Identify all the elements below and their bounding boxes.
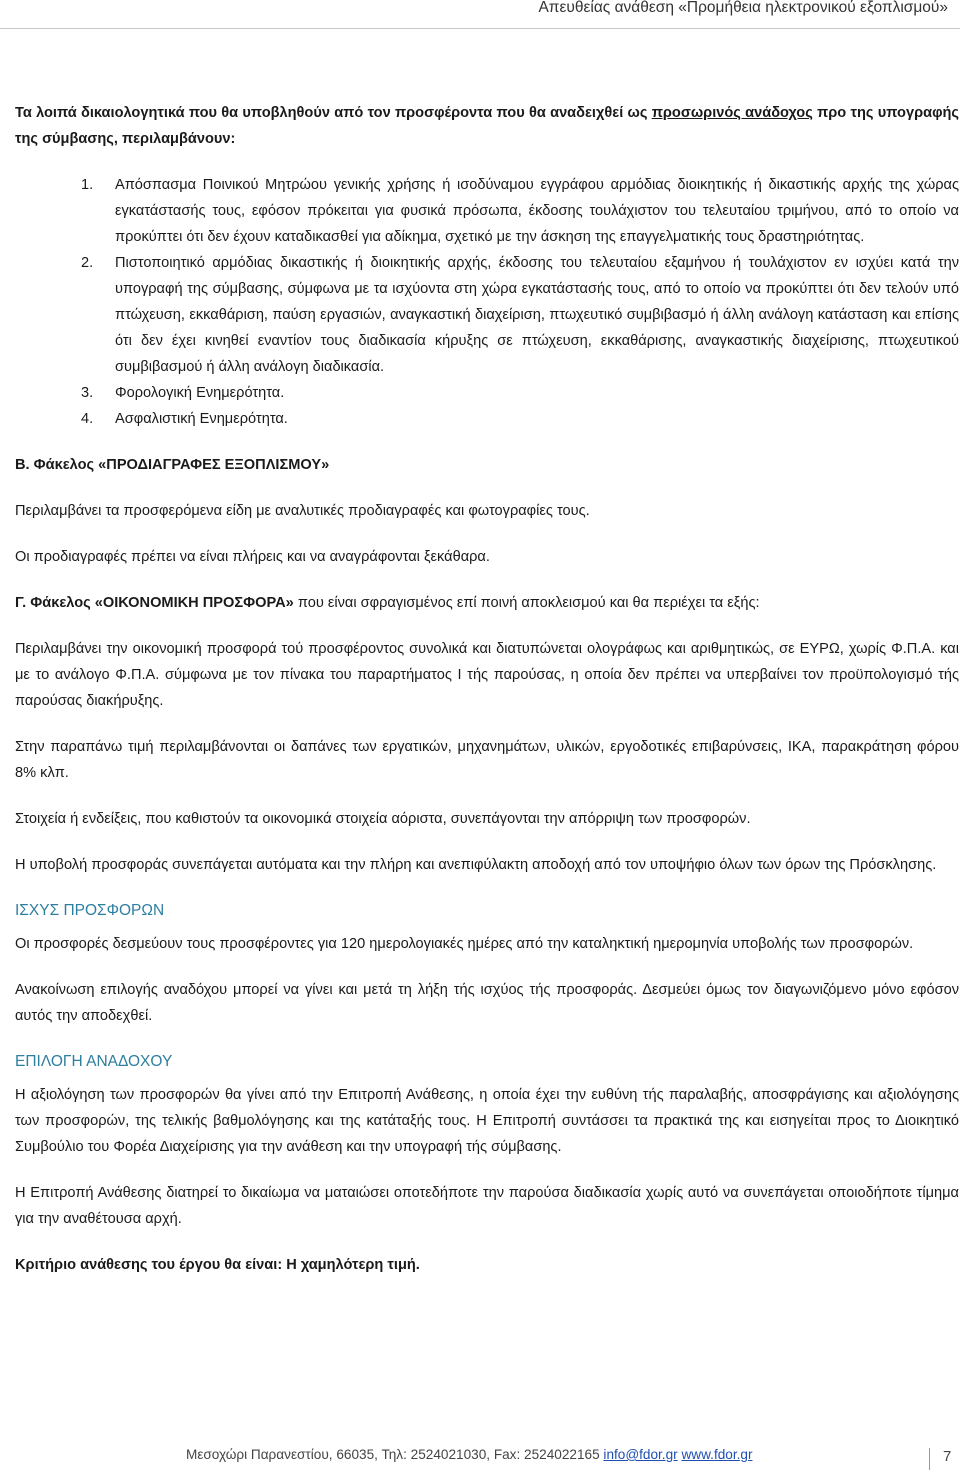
list-number: 4. bbox=[81, 411, 94, 427]
validity-heading: ΙΣΧΥΣ ΠΡΟΣΦΟΡΩΝ bbox=[15, 902, 165, 919]
validity-paragraph: Οι προσφορές δεσμεύουν τους προσφέροντες για 120 ημερολογιακές ημέρες από την καταληκτική ημερομηνία υποβολής των προσφορών. bbox=[15, 936, 914, 952]
section-c-paragraph: Η υποβολή προσφοράς συνεπάγεται αυτόματα και την πλήρη και ανεπιφύλακτη αποδοχή από τον υποψήφιο όλων των όρων της Πρόσκλησης. bbox=[15, 857, 937, 873]
page-footer bbox=[0, 1440, 960, 1474]
footer-email-link[interactable]: info@fdor.gr bbox=[603, 1447, 678, 1462]
list-item bbox=[15, 406, 959, 432]
list-text: Ασφαλιστική Ενημερότητα. bbox=[115, 411, 288, 427]
section-b-paragraph: Οι προδιαγραφές πρέπει να είναι πλήρεις και να αναγράφονται ξεκάθαρα. bbox=[15, 549, 490, 565]
list-text: Πιστοποιητικό αρμόδιας δικαστικής ή διοικητικής αρχής, έκδοσης του τελευταίου εξαμήνου ή τουλάχιστον εν ισχύει κατά την υπογραφή της σύμβασης, σύμφωνα με τα ισχύοντα στη χώρα εγκατάστασής τους, από το οποίο να προκύπτει ότι δεν τελούν υπό πτώχευση, εκκαθάριση, παύση εργασιών, αναγκαστική διαχείριση, πτωχευτικό συμβιβασμό ή άλλη ανάλογη κατάσταση και επίσης ότι δεν έχει κινηθεί εναντίον τους διαδικασία κήρυξης σε πτώχευση, εκκαθάρισης, αναγκαστικής διαχείρισης, πτωχευτικού συμβιβασμού ή άλλη ανάλογη διαδικασία. bbox=[115, 255, 959, 375]
documents-list bbox=[15, 172, 959, 432]
list-item bbox=[15, 172, 959, 250]
list-text: Απόσπασμα Ποινικού Μητρώου γενικής χρήσης ή ισοδύναμου εγγράφου αρμόδιας διοικητικής ή δικαστικής αρχής της χώρας εγκατάστασής τους, εφόσον πρόκειται για φυσικά πρόσωπα, έκδοσης τουλάχιστον του τελευταίου τριμήνου, από το οποίο να προκύπτει ότι δεν έχουν καταδικασθεί για αδίκημα, σχετικό με την άσκηση της επαγγελματικής τους δραστηριότητας. bbox=[115, 177, 959, 245]
section-c-heading-rest: που είναι σφραγισμένος επί ποινή αποκλεισμού και θα περιέχει τα εξής: bbox=[293, 595, 760, 611]
intro-text-2: προ της υπογραφής της σύμβασης, περιλαμβάνουν: bbox=[15, 105, 960, 147]
section-c-heading-bold: Γ. Φάκελος «ΟΙΚΟΝΟΜΙΚΗ ΠΡΟΣΦΟΡΑ» bbox=[15, 595, 294, 611]
section-b-paragraph: Περιλαμβάνει τα προσφερόμενα είδη με αναλυτικές προδιαγραφές και φωτογραφίες τους. bbox=[15, 503, 590, 519]
selection-heading: ΕΠΙΛΟΓΗ ΑΝΑΔΟΧΟΥ bbox=[15, 1053, 173, 1070]
section-c-paragraph: Στοιχεία ή ενδείξεις, που καθιστούν τα οικονομικά στοιχεία αόριστα, συνεπάγονται την απόρριψη των προσφορών. bbox=[15, 811, 751, 827]
header-rule bbox=[0, 28, 960, 29]
section-c-paragraph: Στην παραπάνω τιμή περιλαμβάνονται οι δαπάνες των εργατικών, μηχανημάτων, υλικών, εργοδοτικές επιβαρύνσεις, ΙΚΑ, παρακράτηση φόρου 8% κλπ. bbox=[15, 739, 959, 781]
list-item bbox=[15, 250, 959, 380]
footer-address: Μεσοχώρι Παρανεστίου, 66035, Τηλ: 2524021030, Fax: 2524022165 bbox=[186, 1447, 604, 1462]
header-title: Απευθείας ανάθεση «Προμήθεια ηλεκτρονικού εξοπλισμού» bbox=[538, 0, 948, 16]
list-text: Φορολογική Ενημερότητα. bbox=[115, 385, 285, 401]
list-item bbox=[15, 380, 959, 406]
intro-paragraph bbox=[15, 100, 959, 152]
footer-website-link[interactable]: www.fdor.gr bbox=[681, 1447, 753, 1462]
page-content bbox=[15, 100, 959, 1278]
page-number: 7 bbox=[943, 1448, 952, 1465]
intro-text-1: Τα λοιπά δικαιολογητικά που θα υποβληθούν από τον προσφέροντα που θα αναδειχθεί ως bbox=[15, 105, 652, 121]
section-b-heading: Β. Φάκελος «ΠΡΟΔΙΑΓΡΑΦΕΣ ΕΞΟΠΛΙΣΜΟΥ» bbox=[15, 457, 330, 473]
selection-paragraph: Η αξιολόγηση των προσφορών θα γίνει από την Επιτροπή Ανάθεσης, η οποία έχει την ευθύνη τής παραλαβής, αποσφράγισης και αξιολόγησης των προσφορών, της τελικής βαθμολόγησης και της κατάταξής τους. Η Επιτροπή συντάσσει τα πρακτικά της και εισηγείται προς το Διοικητικό Συμβούλιο του Φορέα Διαχείρισης για την ανάθεση και την υπογραφή τής σύμβασης. bbox=[15, 1087, 959, 1155]
award-criterion: Κριτήριο ανάθεσης του έργου θα είναι: Η χαμηλότερη τιμή. bbox=[15, 1257, 420, 1273]
section-c-heading bbox=[15, 590, 959, 616]
footer-contact bbox=[186, 1447, 752, 1462]
page-header bbox=[0, 0, 960, 24]
list-number: 2. bbox=[81, 255, 94, 271]
list-number: 3. bbox=[81, 385, 94, 401]
selection-paragraph: Η Επιτροπή Ανάθεσης διατηρεί το δικαίωμα να ματαιώσει οποτεδήποτε την παρούσα διαδικασία χωρίς αυτό να συνεπάγεται οποιοδήποτε τίμημα για την αναθέτουσα αρχή. bbox=[15, 1185, 959, 1227]
validity-paragraph: Ανακοίνωση επιλογής αναδόχου μπορεί να γίνει και μετά τη λήξη τής ισχύος τής προσφοράς. Δεσμεύει όμως τον διαγωνιζόμενο μόνο εφόσον αυτός την αποδεχθεί. bbox=[15, 982, 959, 1024]
section-c-paragraph: Περιλαμβάνει την οικονομική προσφορά τού προσφέροντος συνολικά και διατυπώνεται ολογράφως και αριθμητικώς, σε ΕΥΡΩ, χωρίς Φ.Π.Α. και με το ανάλογο Φ.Π.Α. σύμφωνα με τον πίνακα του παραρτήματος Ι τής παρούσας, η οποία δεν πρέπει να υπερβαίνει τον προϋπολογισμό τής παρούσας διακήρυξης. bbox=[15, 641, 959, 709]
intro-underlined: προσωρινός ανάδοχος bbox=[651, 105, 813, 121]
footer-separator bbox=[929, 1448, 930, 1470]
list-number: 1. bbox=[81, 177, 94, 193]
